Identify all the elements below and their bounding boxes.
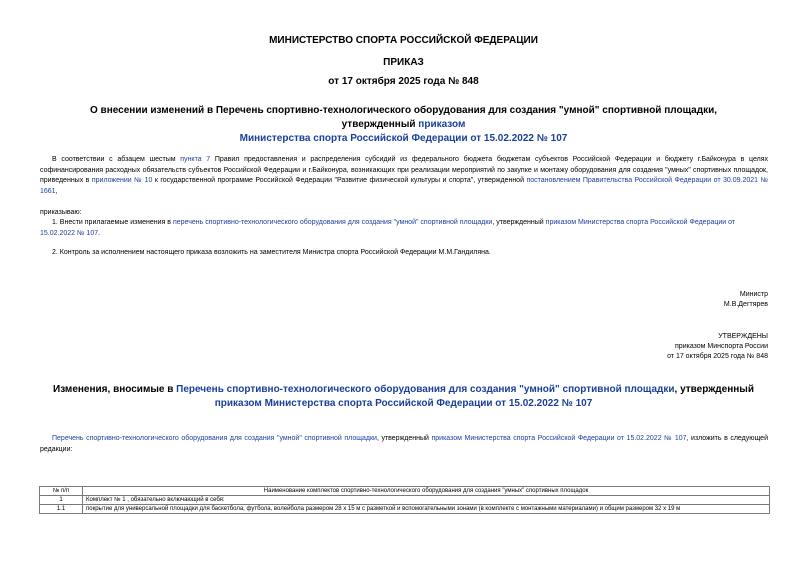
item-2-paragraph: 2. Контроль за исполнением настоящего приказа возложить на заместителя Министра спорта Российской Федерации М.М.Гандиляна.	[52, 249, 491, 256]
preamble-text: к государственной программе Российской Федерации "Развитие физической культуры и спорта", утвержденной	[152, 177, 527, 184]
approval-line-2: приказом Минспорта России	[675, 343, 768, 350]
link-government-decree[interactable]: постановлением Правительства Российской Федерации от 30.09.2021 № 1661	[40, 177, 769, 195]
header-name: Наименование комплектов спортивно-технологического оборудования для создания "умных" спортивных площадок	[83, 487, 770, 496]
link-equipment-list-title[interactable]: Перечень спортивно-технологического оборудования для создания "умной" спортивной площадки	[176, 384, 675, 395]
table-row	[40, 505, 770, 514]
preamble-text: ,	[55, 187, 58, 195]
doc-type-heading: ПРИКАЗ	[383, 57, 424, 68]
link-appendix-10[interactable]: приложении № 10	[91, 177, 153, 184]
ministry-heading: МИНИСТЕРСТВО СПОРТА РОССИЙСКОЙ ФЕДЕРАЦИИ	[269, 35, 538, 46]
item-1-text: , утвержденный	[492, 219, 546, 226]
preamble-paragraph	[40, 155, 768, 197]
changes-title	[30, 383, 777, 411]
link-order-107[interactable]: приказом Министерства спорта Российской Федерации от 15.02.2022 № 107	[40, 219, 736, 237]
link-order-107-title[interactable]: приказом Министерства спорта Российской Федерации от 15.02.2022 № 107	[214, 398, 593, 409]
approval-line-1: УТВЕРЖДЕНЫ	[718, 333, 768, 340]
changes-title-text: , утвержденный	[674, 384, 754, 395]
changes-title-text: Изменения, вносимые в	[53, 384, 177, 395]
row-text: покрытие для универсальной площадки для баскетбола, футбола, волейбола размером 28 х 15 м с разметкой и вспомогательными зонами (в комплекте с монтажными материалами) и общим размером 32 х 19 м	[83, 505, 770, 514]
row-num: 1	[40, 496, 83, 505]
table-row	[40, 496, 770, 505]
signature-name: М.В.Дегтярев	[723, 301, 768, 308]
order-title	[55, 104, 752, 146]
link-equipment-list-intro[interactable]: Перечень спортивно-технологического оборудования для создания "умной" спортивной площадки	[52, 435, 377, 442]
order-date-number: от 17 октября 2025 года № 848	[328, 76, 479, 87]
row-num: 1.1	[40, 505, 83, 514]
order-word: приказываю:	[40, 209, 82, 216]
item-1-text: 1. Внести прилагаемые изменения в	[52, 219, 173, 226]
preamble-text: Правил предоставления и распределения субсидий из федерального бюджета бюджетам субъектов Российской Федерации и бюджету г.Байконура в целях софинансирования расходных обязательств субъектов Российской Федерации и г.Байконура, возникающих при реализации мероприятий по закупке и монтажу оборудования для создания "умных" спортивных площадок, приведенных в	[40, 156, 769, 184]
table-header-row	[40, 487, 770, 496]
changes-intro-text: , изложить в следующей редакции:	[40, 435, 768, 453]
preamble-text: В соответствии с абзацем шестым	[52, 156, 181, 163]
changes-intro-text: , утвержденный	[376, 435, 432, 442]
approval-line-3: от 17 октября 2025 года № 848	[667, 353, 768, 360]
item-1-text: .	[98, 229, 101, 237]
order-title-link-ministry[interactable]: Министерства спорта Российской Федерации от 15.02.2022 № 107	[239, 133, 568, 144]
changes-intro-paragraph	[40, 434, 768, 455]
row-text: Комплект № 1 , обязательно включающий в себя:	[83, 496, 770, 505]
link-equipment-list[interactable]: перечень спортивно-технологического оборудования для создания "умной" спортивной площадки	[172, 219, 493, 226]
item-1-paragraph	[40, 218, 768, 239]
order-title-link[interactable]: приказом	[418, 119, 466, 130]
signature-position: Министр	[739, 291, 768, 298]
link-order-107-intro[interactable]: приказом Министерства спорта Российской Федерации от 15.02.2022 № 107	[431, 435, 687, 442]
order-title-text: О внесении изменений в Перечень спортивно-технологического оборудования для создания "умной" спортивной площадки, утвержденный	[89, 105, 718, 130]
header-num: № п/п	[40, 487, 83, 496]
link-punkt-7[interactable]: пункта 7	[180, 156, 211, 163]
equipment-table	[39, 486, 770, 514]
